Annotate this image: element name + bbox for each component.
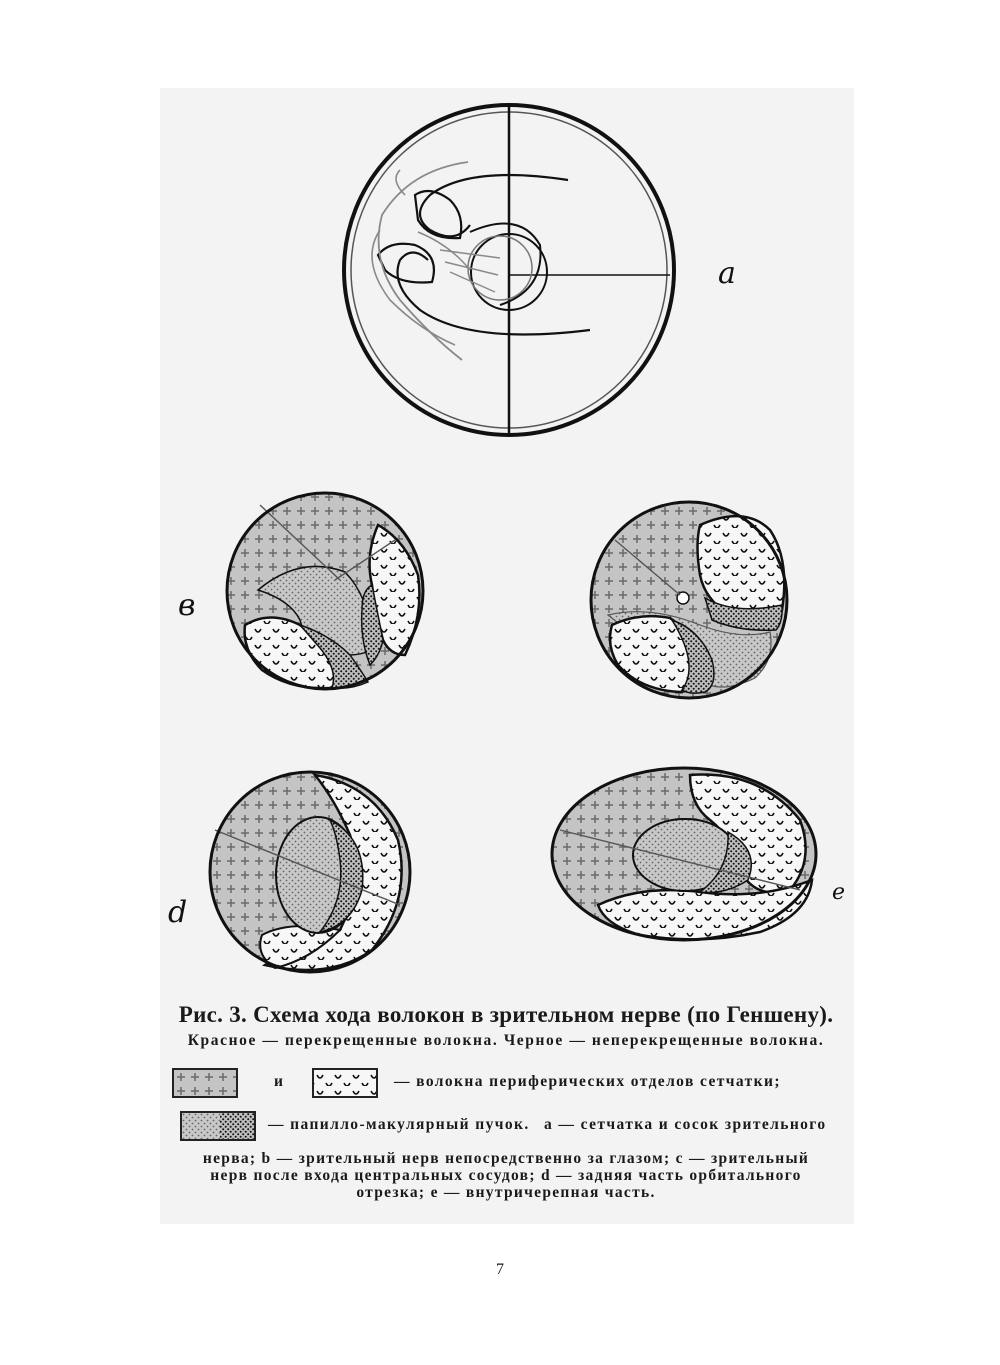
panel-c [591, 502, 787, 698]
swatch-cross-pattern [172, 1068, 238, 1098]
caption-body-line2: нерв после входа центральных сосудов; d — задняя часть орбитального [210, 1167, 802, 1184]
panel-d [210, 772, 410, 972]
page-number: 7 [496, 1261, 504, 1278]
caption-title: Рис. 3. Схема хода волокон в зрительном нерве (по Геншену). [178, 1002, 834, 1027]
panel-e [552, 768, 816, 940]
caption-body-line3: отрезка; e — внутричерепная часть. [356, 1184, 656, 1201]
caption-body [172, 1150, 840, 1201]
legend-a-text: a — сетчатка и сосок зрительного [544, 1116, 827, 1133]
legend-papillo-text: — папилло-макулярный пучок. [268, 1116, 530, 1133]
caption-body-line1: нерва; b — зрительный нерв непосредственно за глазом; c — зрительный [202, 1150, 810, 1167]
panel-a [344, 104, 674, 436]
caption-colors-line: Красное — перекрещенные волокна. Черное — неперекрещенные волокна. [187, 1032, 825, 1049]
panel-label-e: e [832, 880, 846, 905]
panel-label-b: в [178, 588, 196, 623]
legend-peripheral [172, 1066, 842, 1102]
swatch-dot-pattern [180, 1111, 256, 1141]
swatch-arc-pattern [312, 1068, 378, 1098]
panel-label-a: a [718, 256, 736, 291]
panel-b [227, 493, 423, 689]
legend-peripheral-text: — волокна периферических отделов сетчатки; [394, 1073, 781, 1090]
panel-label-d: d [168, 895, 188, 930]
legend-and: и [274, 1073, 285, 1090]
legend-papillo [172, 1109, 842, 1145]
